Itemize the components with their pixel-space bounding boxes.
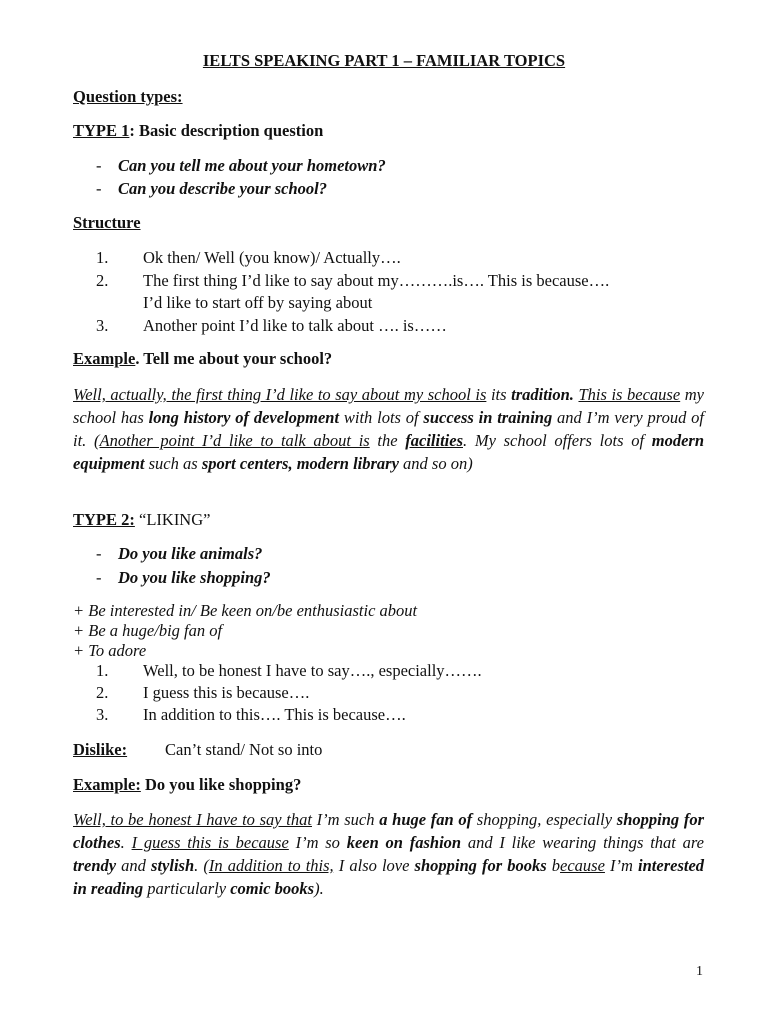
phrase-2: + Be a huge/big fan of [73, 621, 223, 640]
page-title: IELTS SPEAKING PART 1 – FAMILIAR TOPICS [202, 51, 566, 70]
phrase-text: my school has [73, 385, 704, 427]
phrase-text: . ( [194, 856, 209, 875]
phrase-text: b [546, 856, 561, 875]
phrase-underlined: Well, actually, the first thing I’d like to say about my school is [73, 385, 487, 404]
phrase-underlined: ecause [560, 856, 605, 875]
phrase-bold-underlined: facilities [405, 431, 463, 450]
item-number: 1. [96, 248, 109, 267]
phrase-bold: long history of development [148, 408, 340, 427]
phrase-text: I’m [604, 856, 639, 875]
example1-heading [73, 349, 332, 369]
dislike-label: Dislike: [73, 740, 128, 759]
example2-heading [73, 775, 301, 795]
structure-item-1 [73, 248, 401, 268]
item-number: 2. [96, 683, 109, 702]
phrase-text: shopping, especially [472, 810, 617, 829]
phrase-underlined: I guess this is because [131, 833, 289, 852]
item-text: Ok then/ Well (you know)/ Actually…. [143, 248, 401, 267]
phrase-text: such as [144, 454, 202, 473]
phrase-bold: success in training [423, 408, 553, 427]
question-text: Can you describe your school? [118, 179, 328, 198]
phrase-text: and I like wearing things that are [461, 833, 705, 852]
item-number: 1. [96, 661, 109, 680]
item-text: Well, to be honest I have to say…., especially……. [143, 661, 482, 680]
question-text: Can you tell me about your hometown? [118, 156, 386, 175]
dislike-line [73, 740, 322, 760]
type2-question-2 [96, 568, 271, 588]
phrase-text: ). [314, 879, 324, 898]
bullet-dash: - [96, 179, 102, 198]
item-text: The first thing I’d like to say about my……….is…. This is because…. [143, 271, 610, 290]
item-text: Another point I’d like to talk about …. is…… [143, 316, 447, 335]
type2-item-1 [73, 661, 482, 681]
type1-question-1 [96, 156, 386, 176]
structure-item-2-alt [73, 293, 372, 313]
bullet-dash: - [96, 156, 102, 175]
structure-item-2 [73, 271, 609, 291]
item-text: In addition to this…. This is because…. [143, 705, 406, 724]
question-text: Do you like animals? [118, 544, 263, 563]
phrase-bold: keen on fashion [346, 833, 462, 852]
example1-question: . Tell me about your school? [135, 349, 333, 368]
item-text: I guess this is because…. [143, 683, 310, 702]
item-number: 2. [96, 271, 109, 290]
question-text: Do you like shopping? [118, 568, 271, 587]
phrase-text: and I’m very proud of it. ( [73, 408, 704, 450]
type2-item-3 [73, 705, 406, 725]
phrase-bold: trendy [73, 856, 117, 875]
bullet-dash: - [96, 544, 102, 563]
type1-label: TYPE 1 [73, 121, 130, 140]
item-number: 3. [96, 316, 109, 335]
phrase-bold: tradition. [511, 385, 574, 404]
type2-description: “LIKING” [134, 510, 211, 529]
phrase-bold: shopping for clothes [73, 810, 704, 852]
phrase-text: . My school offers lots of [463, 431, 652, 450]
phrase-text: and [116, 856, 152, 875]
phrase-bold: stylish [151, 856, 195, 875]
phrase-3: + To adore [73, 641, 147, 660]
page-number: 1 [696, 964, 703, 979]
phrase-text: I’m such [311, 810, 380, 829]
phrase-text: with lots of [339, 408, 424, 427]
phrase-bold: interested in reading [73, 856, 705, 898]
phrase-text: I’m so [288, 833, 347, 852]
phrase-bold: a huge fan of [379, 810, 473, 829]
phrase-text: its [486, 385, 512, 404]
phrase-text: particularly [143, 879, 231, 898]
item-number: 3. [96, 705, 109, 724]
phrase-1: + Be interested in/ Be keen on/be enthusiastic about [73, 601, 418, 620]
type1-heading [73, 121, 323, 141]
phrase-bold: sport centers, modern library [201, 454, 399, 473]
phrase-text: the [369, 431, 406, 450]
phrase-text: and so on) [398, 454, 473, 473]
dislike-text: Can’t stand/ Not so into [165, 740, 323, 759]
example2-paragraph [73, 808, 704, 900]
example2-question: Do you like shopping? [140, 775, 302, 794]
phrase-underlined: Well, to be honest I have to say that [73, 810, 312, 829]
question-types-heading: Question types: [73, 87, 183, 106]
type2-label: TYPE 2: [73, 510, 135, 529]
example1-paragraph [73, 383, 704, 475]
phrase-underlined: This is because [578, 385, 681, 404]
structure-item-3 [73, 316, 447, 336]
example1-label: Example [73, 349, 136, 368]
phrase-bold: comic books [230, 879, 315, 898]
example2-label: Example: [73, 775, 141, 794]
phrase-underlined: In addition to this, [208, 856, 334, 875]
phrase-text: I also love [333, 856, 415, 875]
phrase-underlined: Another point I’d like to talk about is [99, 431, 370, 450]
phrase-bold: shopping for books [414, 856, 547, 875]
type2-heading [73, 510, 210, 530]
structure-heading: Structure [73, 213, 141, 232]
type2-question-1 [96, 544, 262, 564]
type2-item-2 [73, 683, 309, 703]
phrase-text: . [120, 833, 132, 852]
type1-question-2 [96, 179, 327, 199]
item-text: I’d like to start off by saying about [143, 293, 373, 312]
bullet-dash: - [96, 568, 102, 587]
type1-description: : Basic description question [129, 121, 324, 140]
phrase-bold: modern equipment [73, 431, 704, 473]
